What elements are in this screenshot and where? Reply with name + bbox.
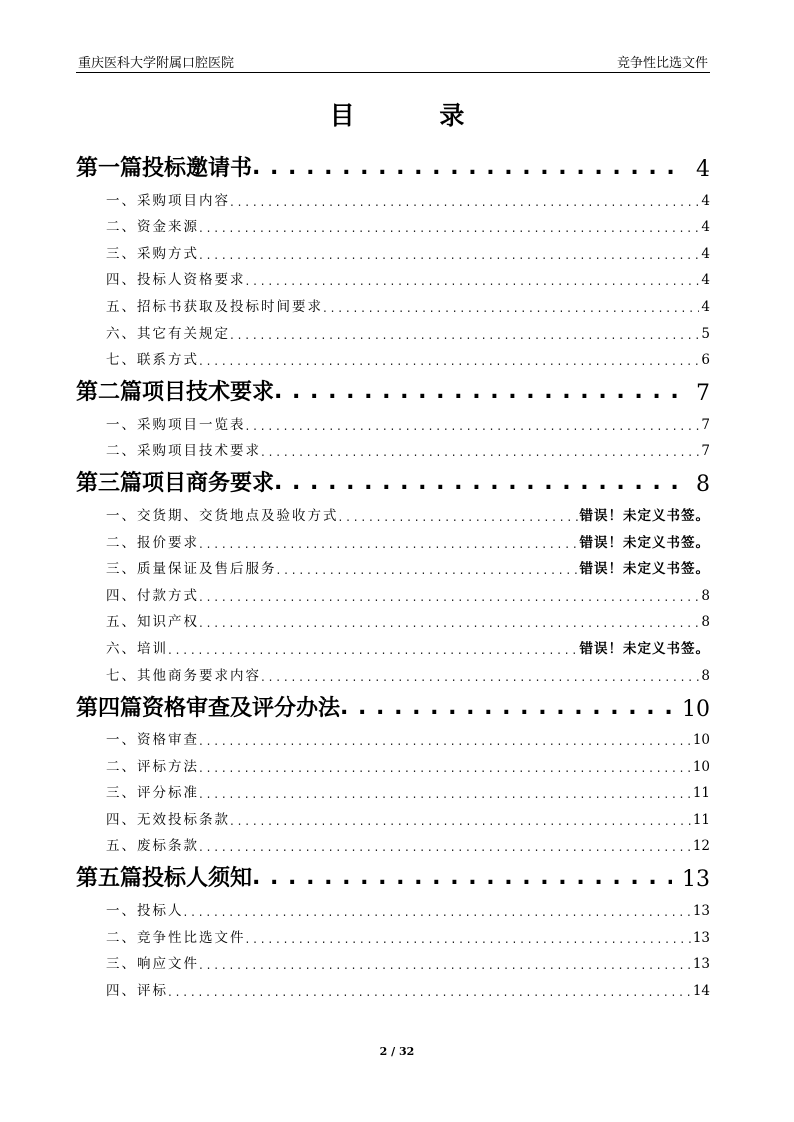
toc-entry-page-number: 6	[701, 352, 710, 369]
toc-leader-dots	[199, 840, 691, 854]
toc-entry-label: 一、交货期、交货地点及验收方式	[106, 507, 339, 524]
toc-entry-page-number: 8	[701, 614, 710, 631]
toc-entry-page-number: 12	[692, 838, 710, 855]
toc-section-entry[interactable]	[76, 972, 710, 999]
toc-entry-page-number: 4	[701, 192, 710, 209]
toc-section-entry[interactable]	[76, 262, 710, 289]
toc-entry-page-number: 13	[692, 956, 710, 973]
toc-entry-label: 三、响应文件	[106, 956, 199, 973]
toc-leader-dots	[199, 221, 699, 235]
toc-entry-label: 四、评标	[106, 982, 168, 999]
toc-leader-dots	[323, 301, 699, 315]
toc-leader-dots	[252, 154, 686, 182]
toc-entry-label: 二、采购项目技术要求	[106, 443, 261, 460]
toc-section-entry[interactable]	[76, 551, 710, 578]
toc-entry-page-number: 13	[682, 867, 710, 893]
toc-section-entry[interactable]	[76, 577, 710, 604]
toc-section-entry[interactable]	[76, 828, 710, 855]
toc-entry-label: 五、废标条款	[106, 838, 199, 855]
toc-section-entry[interactable]	[76, 630, 710, 657]
toc-section-entry[interactable]	[76, 722, 710, 749]
toc-entry-label: 二、评标方法	[106, 758, 199, 775]
toc-entry-page-number: 5	[701, 325, 710, 342]
toc-leader-dots	[168, 643, 578, 657]
toc-section-entry[interactable]	[76, 919, 710, 946]
toc-entry-label: 三、评分标准	[106, 785, 199, 802]
toc-entry-page-number: 4	[701, 298, 710, 315]
toc-leader-dots	[230, 328, 699, 342]
toc-entry-label: 七、联系方式	[106, 352, 199, 369]
toc-entry-page-number: 4	[701, 272, 710, 289]
toc-section-entry[interactable]	[76, 946, 710, 973]
toc-leader-dots	[252, 864, 672, 892]
page-header	[76, 50, 710, 73]
toc-entry-page-number: 11	[692, 785, 710, 802]
toc-entry-page-number: 10	[692, 732, 710, 749]
toc-entry-bookmark-error: 错误！未定义书签。	[579, 534, 710, 551]
toc-section-entry[interactable]	[76, 801, 710, 828]
toc-leader-dots	[168, 985, 691, 999]
toc-chapter-entry[interactable]	[76, 150, 710, 182]
toc-entry-page-number: 10	[692, 758, 710, 775]
toc-leader-dots	[274, 469, 686, 497]
toc-entry-page-number: 4	[701, 219, 710, 236]
toc-section-entry[interactable]	[76, 315, 710, 342]
table-of-contents	[76, 150, 710, 999]
toc-leader-dots	[261, 445, 699, 459]
toc-entry-label: 二、资金来源	[106, 219, 199, 236]
toc-section-entry[interactable]	[76, 209, 710, 236]
toc-section-entry[interactable]	[76, 892, 710, 919]
toc-section-entry[interactable]	[76, 775, 710, 802]
toc-section-entry[interactable]	[76, 657, 710, 684]
toc-entry-label: 一、投标人	[106, 903, 184, 920]
toc-entry-label: 五、招标书获取及投标时间要求	[106, 298, 323, 315]
toc-title: 目 录	[329, 101, 503, 130]
toc-entry-bookmark-error: 错误！未定义书签。	[579, 640, 710, 657]
toc-leader-dots	[199, 248, 699, 262]
toc-section-entry[interactable]	[76, 235, 710, 262]
toc-entry-page-number: 13	[692, 903, 710, 920]
toc-entry-bookmark-error: 错误！未定义书签。	[579, 507, 710, 524]
toc-leader-dots	[199, 590, 699, 604]
toc-entry-label: 第二篇项目技术要求	[76, 380, 275, 406]
header-document-type: 竞争性比选文件	[616, 56, 708, 71]
toc-section-entry[interactable]	[76, 288, 710, 315]
toc-leader-dots	[199, 761, 691, 775]
toc-entry-label: 一、资格审查	[106, 732, 199, 749]
page-number: 2 / 32	[379, 1045, 415, 1058]
toc-leader-dots	[199, 958, 691, 972]
toc-leader-dots	[230, 195, 699, 209]
toc-leader-dots	[246, 419, 700, 433]
toc-entry-page-number: 13	[692, 929, 710, 946]
toc-leader-dots	[230, 814, 691, 828]
toc-entry-label: 二、竞争性比选文件	[106, 929, 246, 946]
toc-entry-label: 四、无效投标条款	[106, 811, 230, 828]
toc-chapter-entry[interactable]	[76, 860, 710, 892]
toc-entry-page-number: 4	[701, 245, 710, 262]
toc-entry-page-number: 7	[701, 416, 710, 433]
toc-leader-dots	[184, 905, 691, 919]
toc-entry-label: 第四篇资格审查及评分办法	[76, 695, 341, 721]
toc-entry-page-number: 10	[682, 696, 710, 722]
toc-entry-page-number: 8	[701, 667, 710, 684]
toc-leader-dots	[199, 787, 691, 801]
toc-leader-dots	[261, 670, 699, 684]
toc-leader-dots	[199, 734, 691, 748]
toc-entry-bookmark-error: 错误！未定义书签。	[579, 561, 710, 578]
toc-entry-label: 六、培训	[106, 640, 168, 657]
toc-entry-label: 三、质量保证及售后服务	[106, 561, 277, 578]
toc-entry-label: 一、采购项目内容	[106, 192, 230, 209]
toc-section-entry[interactable]	[76, 182, 710, 209]
toc-chapter-entry[interactable]	[76, 374, 710, 406]
toc-chapter-entry[interactable]	[76, 465, 710, 497]
toc-leader-dots	[274, 378, 686, 406]
toc-leader-dots	[277, 563, 578, 577]
toc-entry-label: 三、采购方式	[106, 245, 199, 262]
toc-leader-dots	[199, 616, 699, 630]
toc-section-entry[interactable]	[76, 524, 710, 551]
header-hospital-name: 重庆医科大学附属口腔医院	[78, 56, 235, 71]
toc-section-entry[interactable]	[76, 406, 710, 433]
toc-leader-dots	[340, 694, 672, 722]
toc-entry-label: 四、付款方式	[106, 587, 199, 604]
toc-entry-label: 一、采购项目一览表	[106, 416, 246, 433]
toc-section-entry[interactable]	[76, 433, 710, 460]
toc-leader-dots	[199, 537, 578, 551]
toc-leader-dots	[246, 932, 691, 946]
toc-entry-page-number: 4	[696, 157, 710, 182]
toc-leader-dots	[246, 274, 700, 288]
toc-entry-label: 第一篇投标邀请书	[76, 156, 253, 181]
toc-section-entry[interactable]	[76, 748, 710, 775]
toc-entry-page-number: 8	[701, 587, 710, 604]
toc-entry-page-number: 11	[692, 811, 710, 828]
toc-entry-label: 第三篇项目商务要求	[76, 471, 275, 497]
toc-entry-label: 第五篇投标人须知	[76, 866, 253, 892]
toc-chapter-entry[interactable]	[76, 690, 710, 722]
toc-entry-label: 四、投标人资格要求	[106, 272, 246, 289]
toc-section-entry[interactable]	[76, 497, 710, 524]
toc-entry-label: 五、知识产权	[106, 614, 199, 631]
toc-entry-label: 六、其它有关规定	[106, 325, 230, 342]
toc-entry-page-number: 14	[692, 982, 710, 999]
toc-entry-page-number: 8	[696, 472, 710, 498]
toc-entry-page-number: 7	[701, 443, 710, 460]
toc-leader-dots	[199, 354, 699, 368]
toc-section-entry[interactable]	[76, 604, 710, 631]
toc-entry-label: 二、报价要求	[106, 534, 199, 551]
toc-entry-label: 七、其他商务要求内容	[106, 667, 261, 684]
toc-leader-dots	[339, 510, 578, 524]
toc-entry-page-number: 7	[696, 381, 710, 407]
toc-section-entry[interactable]	[76, 342, 710, 369]
